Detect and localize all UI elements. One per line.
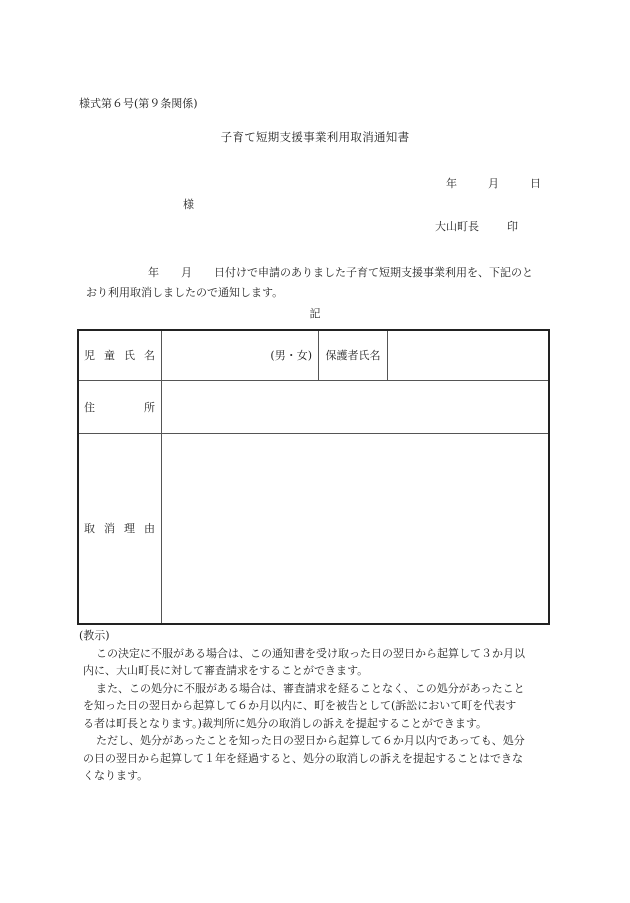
date-year: 年 — [446, 177, 457, 190]
notice-paragraph-2 — [79, 680, 557, 733]
label-char: 理 — [124, 522, 135, 536]
address-field[interactable] — [162, 380, 550, 433]
row-child-name — [78, 330, 549, 380]
notice-heading: (教示) — [79, 629, 110, 642]
cancellation-form-table — [77, 329, 550, 625]
date-line — [446, 175, 541, 191]
notice-line: 内に、大山町長に対して審査請求をすることができます。 — [83, 664, 369, 677]
body-line-1: 年 月 日付けで申請のありました子育て短期支援事業利用を、下記のと — [148, 266, 533, 279]
body-line-2: おり利用取消しましたので通知します。 — [86, 286, 284, 299]
addressee-suffix: 様 — [183, 198, 194, 211]
ki-heading: 記 — [309, 307, 321, 320]
notice-line: くなります。 — [83, 769, 149, 782]
child-name-label — [78, 330, 162, 380]
reason-field[interactable] — [162, 433, 550, 624]
notice-paragraph-3 — [79, 732, 557, 785]
document-title: 子育て短期支援事業利用取消通知書 — [220, 130, 410, 144]
notice-line: この決定に不服がある場合は、この通知書を受け取った日の翌日から起算して３か月以 — [96, 646, 525, 660]
seal-mark: 印 — [507, 220, 518, 233]
notice-line: ただし、処分があったことを知った日の翌日から起算して６か月以内であっても、処分 — [96, 734, 525, 747]
label-char: 名 — [144, 349, 155, 363]
address-label — [78, 380, 162, 433]
row-address — [78, 380, 549, 433]
form-number: 様式第６号(第９条関係) — [79, 97, 198, 110]
label-char: 住 — [84, 400, 95, 414]
gender-options[interactable]: (男・女) — [270, 349, 312, 363]
guardian-name-label: 保護者氏名 — [319, 330, 388, 380]
issuer — [435, 218, 518, 234]
notice-line: また、この処分に不服がある場合は、審査請求を経ることなく、この処分があったこと — [96, 681, 525, 695]
body-text — [86, 263, 556, 303]
notice-paragraph-1 — [79, 645, 557, 680]
guardian-name-field[interactable] — [388, 330, 550, 380]
reason-label — [78, 433, 162, 624]
issuer-name: 大山町長 — [435, 220, 479, 233]
notice-section — [79, 627, 557, 785]
label-char: 取 — [84, 522, 95, 536]
label-char: 氏 — [124, 349, 135, 363]
date-day: 日 — [530, 177, 541, 190]
row-reason — [78, 433, 549, 624]
label-char: 童 — [104, 349, 115, 363]
label-char: 由 — [144, 522, 155, 536]
date-month: 月 — [488, 177, 499, 190]
child-name-field[interactable] — [162, 330, 319, 380]
notice-line: を知った日の翌日から起算して６か月以内に、町を被告として(訴訟において町を代表す — [83, 699, 517, 712]
label-char: 所 — [144, 400, 155, 414]
label-char: 児 — [84, 349, 95, 363]
label-char: 消 — [104, 522, 115, 536]
notice-line: の日の翌日から起算して１年を経過すると、処分の取消しの訴えを提起することはできな — [83, 751, 523, 765]
notice-line: る者は町長となります。)裁判所に処分の取消しの訴えを提起することができます。 — [83, 716, 488, 730]
